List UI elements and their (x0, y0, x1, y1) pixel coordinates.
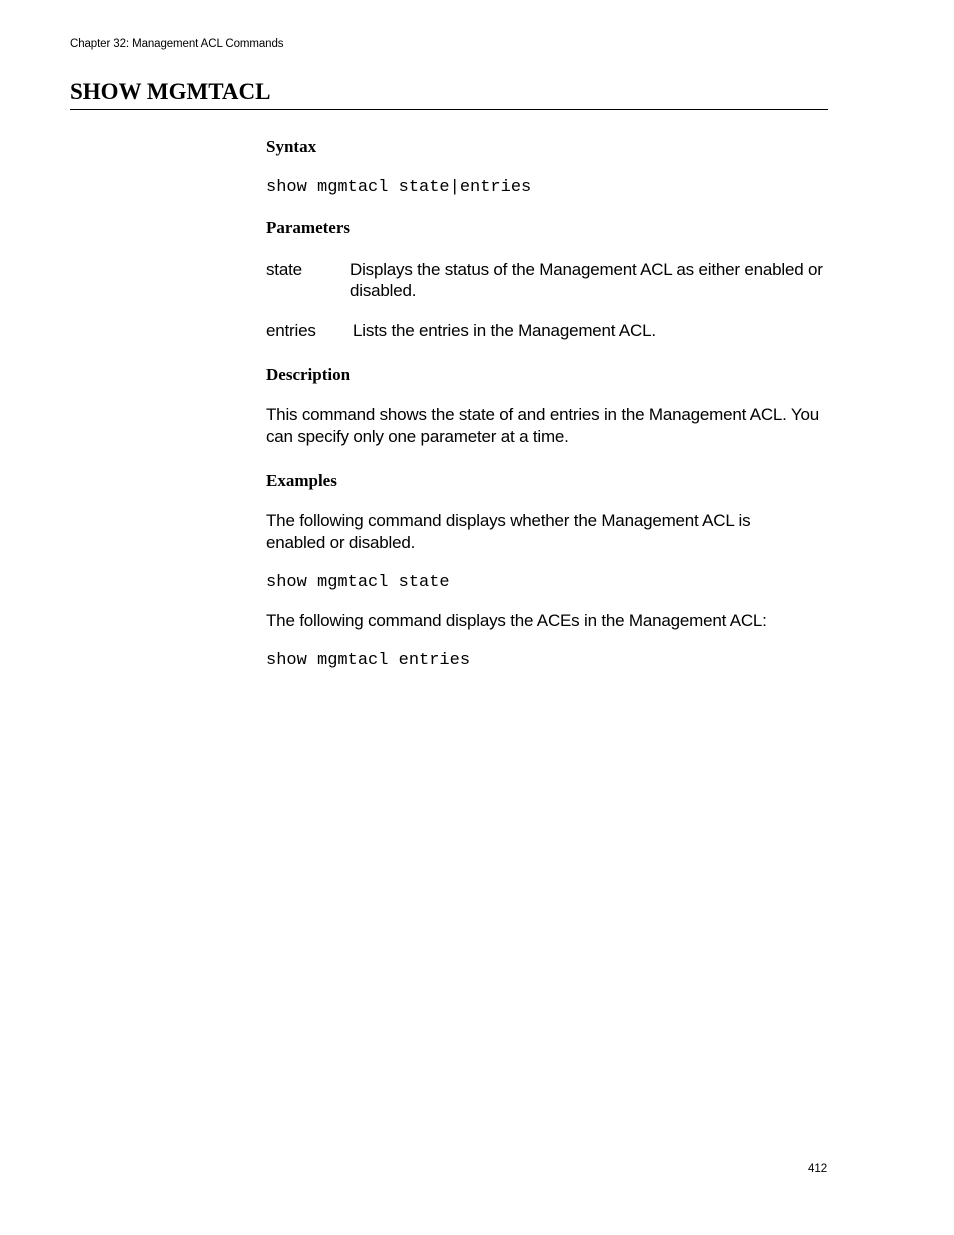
example-text: The following command displays whether the Management ACL is enabled or disabled. (266, 511, 751, 552)
description-text: This command shows the state of and entries in the Management ACL. You can specify only one parameter at a time. (266, 405, 820, 446)
parameter-name: state (266, 260, 302, 279)
title-rule (70, 109, 828, 110)
parameters-heading: Parameters (266, 218, 351, 237)
syntax-heading: Syntax (266, 137, 317, 156)
example-command: show mgmtacl entries (266, 651, 471, 670)
example-command: show mgmtacl state (266, 573, 450, 592)
parameter-description: Displays the status of the Management ACL as either enabled or disabled. (350, 260, 823, 300)
parameter-name: entries (266, 321, 316, 340)
example-text: The following command displays the ACEs in the Management ACL: (266, 611, 767, 630)
parameter-description: Lists the entries in the Management ACL. (353, 321, 656, 340)
running-header: Chapter 32: Management ACL Commands (70, 38, 284, 50)
syntax-command: show mgmtacl state|entries (266, 178, 532, 197)
page-title: SHOW MGMTACL (70, 79, 271, 104)
description-heading: Description (266, 365, 351, 384)
examples-heading: Examples (266, 471, 337, 490)
page-number: 412 (808, 1163, 828, 1175)
